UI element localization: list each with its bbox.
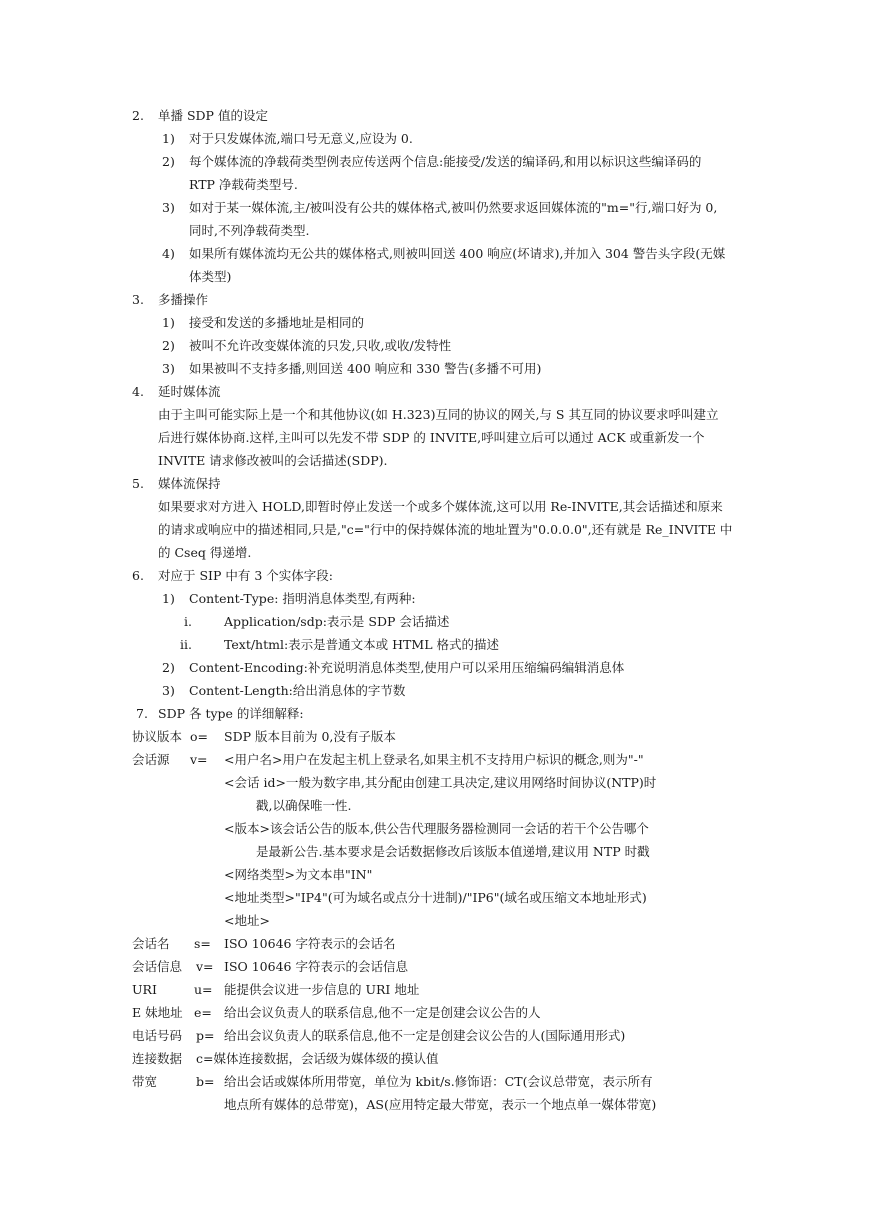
field-label: 带宽 xyxy=(132,1074,158,1089)
field-description: <地址类型>"IP4"(可为域名或点分十进制)/"IP6"(域名或压缩文本地址形式) xyxy=(224,890,647,905)
section-number: 7. xyxy=(136,706,148,721)
section-title: 多播操作 xyxy=(158,292,209,307)
section-title: 对应于 SIP 中有 3 个实体字段: xyxy=(158,568,333,583)
paragraph-line: 如果要求对方进入 HOLD,即暂时停止发送一个或多个媒体流,这可以用 Re-INVITE,其会话描述和原来 xyxy=(158,499,723,514)
item-number: 1) xyxy=(162,591,175,606)
item-number: 2) xyxy=(162,338,175,353)
field-description: <版本>该会话公告的版本,供公告代理服务器检测同一会话的若干个公告哪个 xyxy=(224,821,649,836)
item-text: 如对于某一媒体流,主/被叫没有公共的媒体格式,被叫仍然要求返回媒体流的"m="行,端口好为 0, xyxy=(189,200,718,215)
field-description: <网络类型>为文本串"IN" xyxy=(224,867,373,882)
field-code: e= xyxy=(194,1005,212,1020)
field-description: ISO 10646 字符表示的会话名 xyxy=(224,936,396,951)
paragraph-line: 后进行媒体协商.这样,主叫可以先发不带 SDP 的 INVITE,呼叫建立后可以通过 ACK 或重新发一个 xyxy=(158,430,705,445)
item-text: 如果所有媒体流均无公共的媒体格式,则被叫回送 400 响应(坏请求),并加入 304 警告头字段(无媒 xyxy=(189,246,726,261)
section-number: 5. xyxy=(132,476,144,491)
field-code: v= xyxy=(196,959,214,974)
field-label: 会话源 xyxy=(132,752,170,767)
subitem-text: Text/html:表示是普通文本或 HTML 格式的描述 xyxy=(224,637,499,652)
field-description: 能提供会议进一步信息的 URI 地址 xyxy=(224,982,420,997)
section-number: 6. xyxy=(132,568,144,583)
field-description: 是最新公告.基本要求是会话数据修改后该版本值递增,建议用 NTP 时戳 xyxy=(256,844,650,859)
field-code: p= xyxy=(196,1028,215,1043)
item-text: 接受和发送的多播地址是相同的 xyxy=(189,315,365,330)
field-code: o= xyxy=(190,729,208,744)
field-label: E 妹地址 xyxy=(132,1005,183,1020)
item-text: RTP 净载荷类型号. xyxy=(189,177,298,192)
section-title: 媒体流保持 xyxy=(158,476,221,491)
subitem-number: i. xyxy=(184,614,192,629)
field-description: <地址> xyxy=(224,913,270,928)
paragraph-line: 由于主叫可能实际上是一个和其他协议(如 H.323)互同的协议的网关,与 S 其互同的协议要求呼叫建立 xyxy=(158,407,719,422)
field-code: u= xyxy=(194,982,213,997)
paragraph-line: 的请求或响应中的描述相同,只是,"c="行中的保持媒体流的地址置为"0.0.0.0",还有就是 Re_INVITE 中 xyxy=(158,522,733,537)
item-text: 体类型) xyxy=(189,269,232,284)
item-text: 同时,不列净载荷类型. xyxy=(189,223,310,238)
item-text: Content-Type: 指明消息体类型,有两种: xyxy=(189,591,416,606)
field-label: 会话信息 xyxy=(132,959,183,974)
item-text: 每个媒体流的净载荷类型例表应传送两个信息:能接受/发送的编译码,和用以标识这些编译码的 xyxy=(189,154,702,169)
field-description: 戳,以确保唯一性. xyxy=(256,798,352,813)
paragraph-line: 的 Cseq 得递增. xyxy=(158,545,252,560)
field-description: <用户名>用户在发起主机上登录名,如果主机不支持用户标识的概念,则为"-" xyxy=(224,752,644,767)
section-number: 4. xyxy=(132,384,144,399)
field-description: ISO 10646 字符表示的会话信息 xyxy=(224,959,408,974)
field-description: 地点所有媒体的总带宽)，AS(应用特定最大带宽，表示一个地点单一媒体带宽) xyxy=(224,1097,657,1112)
item-number: 3) xyxy=(162,683,175,698)
item-text: 如果被叫不支持多播,则回送 400 响应和 330 警告(多播不可用) xyxy=(189,361,542,376)
field-description: <会话 id>一般为数字串,其分配由创建工具决定,建议用网络时间协议(NTP)时 xyxy=(224,775,657,790)
section-title: 单播 SDP 值的设定 xyxy=(158,108,268,123)
item-number: 1) xyxy=(162,315,175,330)
field-description: 给出会议负责人的联系信息,他不一定是创建会议公告的人(国际通用形式) xyxy=(224,1028,626,1043)
field-label: URI xyxy=(132,982,157,997)
field-description: SDP 版本目前为 0,没有子版本 xyxy=(224,729,396,744)
subitem-text: Application/sdp:表示是 SDP 会话描述 xyxy=(224,614,450,629)
item-number: 2) xyxy=(162,660,175,675)
item-number: 3) xyxy=(162,200,175,215)
paragraph-line: INVITE 请求修改被叫的会话描述(SDP). xyxy=(158,453,388,468)
field-label: 会话名 xyxy=(132,936,170,951)
item-number: 2) xyxy=(162,154,175,169)
field-label: 电话号码 xyxy=(132,1028,183,1043)
section-title: 延时媒体流 xyxy=(158,384,221,399)
section-title: SDP 各 type 的详细解释: xyxy=(158,706,304,721)
field-label: 连接数据 xyxy=(132,1051,183,1066)
field-code: s= xyxy=(194,936,211,951)
item-number: 3) xyxy=(162,361,175,376)
item-number: 4) xyxy=(162,246,175,261)
item-text: Content-Length:给出消息体的字节数 xyxy=(189,683,406,698)
subitem-number: ii. xyxy=(180,637,192,652)
field-description: 给出会议负责人的联系信息,他不一定是创建会议公告的人 xyxy=(224,1005,541,1020)
item-text: Content-Encoding:补充说明消息体类型,使用户可以采用压缩编码编辑消息体 xyxy=(189,660,625,675)
field-label: 协议版本 xyxy=(132,729,183,744)
field-code: b= xyxy=(196,1074,215,1089)
field-code: c=媒体连接数据，会话级为媒体级的摸认值 xyxy=(196,1051,439,1066)
section-number: 3. xyxy=(132,292,144,307)
item-number: 1) xyxy=(162,131,175,146)
field-code: v= xyxy=(190,752,208,767)
item-text: 对于只发媒体流,端口号无意义,应设为 0. xyxy=(189,131,413,146)
field-description: 给出会话或媒体所用带宽，单位为 kbit/s.修饰语：CT(会议总带宽，表示所有 xyxy=(224,1074,653,1089)
item-text: 被叫不允许改变媒体流的只发,只收,或收/发特性 xyxy=(189,338,452,353)
section-number: 2. xyxy=(132,108,144,123)
